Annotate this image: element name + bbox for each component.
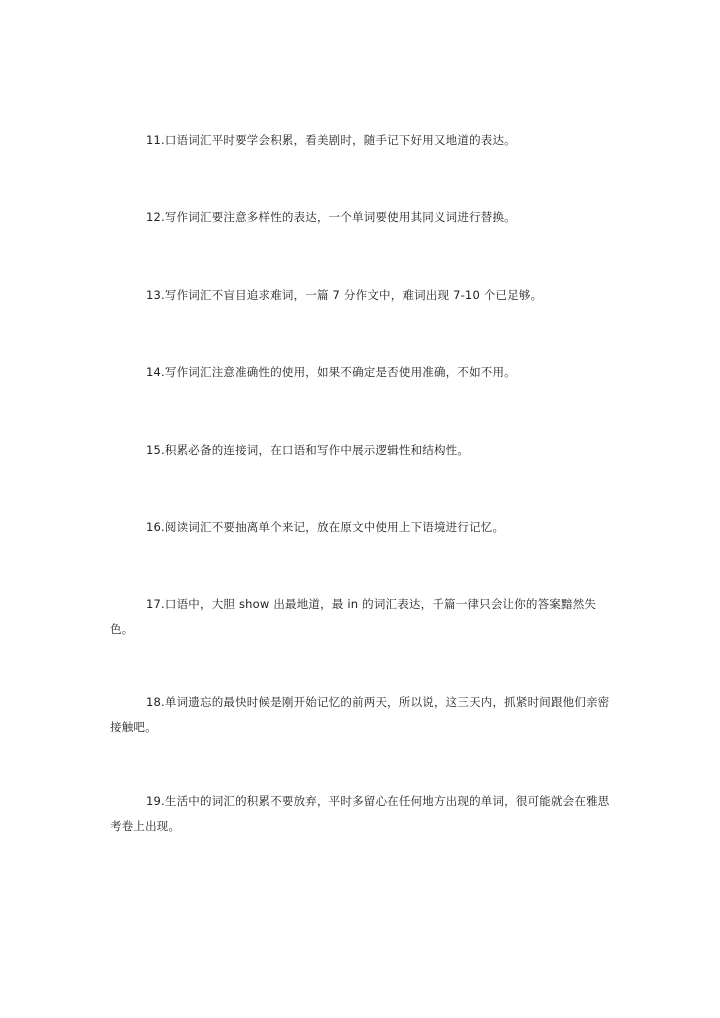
- tip-paragraph-17: 17.口语中，大胆 show 出最地道，最 in 的词汇表达，千篇一律只会让你的答案黯然失色。: [110, 597, 597, 636]
- tip-paragraph-11: 11.口语词汇平时要学会积累，看美剧时，随手记下好用又地道的表达。: [146, 133, 516, 147]
- tip-paragraph-16: 16.阅读词汇不要抽离单个来记，放在原文中使用上下语境进行记忆。: [146, 520, 505, 534]
- tip-paragraph-13: 13.写作词汇不盲目追求难词，一篇 7 分作文中，难词出现 7-10 个已足够。: [146, 288, 543, 302]
- tip-paragraph-15: 15.积累必备的连接词，在口语和写作中展示逻辑性和结构性。: [146, 443, 470, 457]
- tip-paragraph-12: 12.写作词汇要注意多样性的表达，一个单词要使用其同义词进行替换。: [146, 210, 516, 224]
- tip-paragraph-14: 14.写作词汇注意准确性的使用，如果不确定是否使用准确，不如不用。: [146, 365, 516, 379]
- tip-paragraph-18: 18.单词遗忘的最快时候是刚开始记忆的前两天，所以说，这三天内，抓紧时间跟他们亲密接触吧。: [110, 695, 610, 734]
- tip-paragraph-19: 19.生活中的词汇的积累不要放弃，平时多留心在任何地方出现的单词，很可能就会在雅思考卷上出现。: [110, 794, 610, 833]
